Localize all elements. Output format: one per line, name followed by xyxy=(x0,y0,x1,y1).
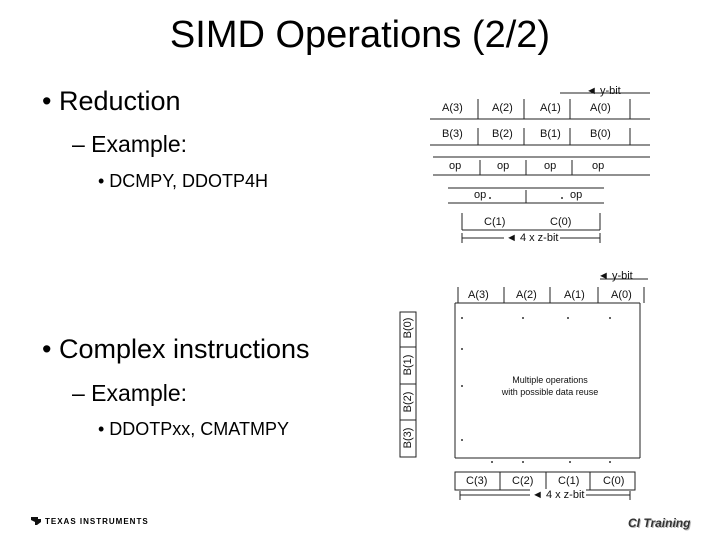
footer-company-name: TEXAS INSTRUMENTS xyxy=(45,516,149,526)
top-op-3: op xyxy=(544,160,557,172)
bottom-a3: A(3) xyxy=(468,289,489,301)
top-op-6: op xyxy=(570,189,583,201)
top-b1: B(1) xyxy=(540,128,561,140)
top-b2: B(2) xyxy=(492,128,513,140)
bottom-a1: A(1) xyxy=(564,289,585,301)
complex-instructions: • DDOTPxx, CMATMPY xyxy=(98,419,289,439)
reduction-instructions: • DCMPY, DDOTP4H xyxy=(98,171,268,191)
top-c1: C(1) xyxy=(484,216,506,228)
bottom-c2: C(2) xyxy=(512,475,534,487)
footer-training: CI Training xyxy=(628,516,691,530)
bullet-complex: • Complex instructions xyxy=(42,334,310,364)
bottom-center-text-2: with possible data reuse xyxy=(501,387,599,397)
bottom-c3: C(3) xyxy=(466,475,488,487)
sub-bullet-reduction-example: – Example: xyxy=(72,131,188,157)
bottom-center-text-1: Multiple operations xyxy=(512,375,588,385)
bottom-b2: B(2) xyxy=(402,391,414,413)
bottom-c1: C(1) xyxy=(558,475,580,487)
top-a1: A(1) xyxy=(540,102,561,114)
top-a3: A(3) xyxy=(442,102,463,114)
bottom-width-label: ◄ 4 x z-bit xyxy=(532,489,585,501)
top-op-4: op xyxy=(592,160,605,172)
bullet-reduction: • Reduction xyxy=(42,86,181,116)
top-a0: A(0) xyxy=(590,102,611,114)
top-op-5: op xyxy=(474,189,487,201)
bottom-b0: B(0) xyxy=(402,317,414,339)
bottom-b3: B(3) xyxy=(402,427,414,449)
ti-logo-icon xyxy=(30,516,42,526)
sub-bullet-complex-example: – Example: xyxy=(72,380,188,406)
top-op-1: op xyxy=(449,160,462,172)
top-op-2: op xyxy=(497,160,510,172)
top-ybit-label: ◄ y-bit xyxy=(586,85,621,97)
top-b3: B(3) xyxy=(442,128,463,140)
bottom-c0: C(0) xyxy=(603,475,625,487)
top-c0: C(0) xyxy=(550,216,572,228)
top-width-label: ◄ 4 x z-bit xyxy=(506,232,559,244)
bottom-b1: B(1) xyxy=(402,354,414,376)
bottom-ybit-label: ◄ y-bit xyxy=(598,270,633,282)
top-b0: B(0) xyxy=(590,128,611,140)
bottom-a0: A(0) xyxy=(611,289,632,301)
footer-company xyxy=(30,516,149,526)
slide-title: SIMD Operations (2/2) xyxy=(169,14,551,56)
top-a2: A(2) xyxy=(492,102,513,114)
bottom-a2: A(2) xyxy=(516,289,537,301)
